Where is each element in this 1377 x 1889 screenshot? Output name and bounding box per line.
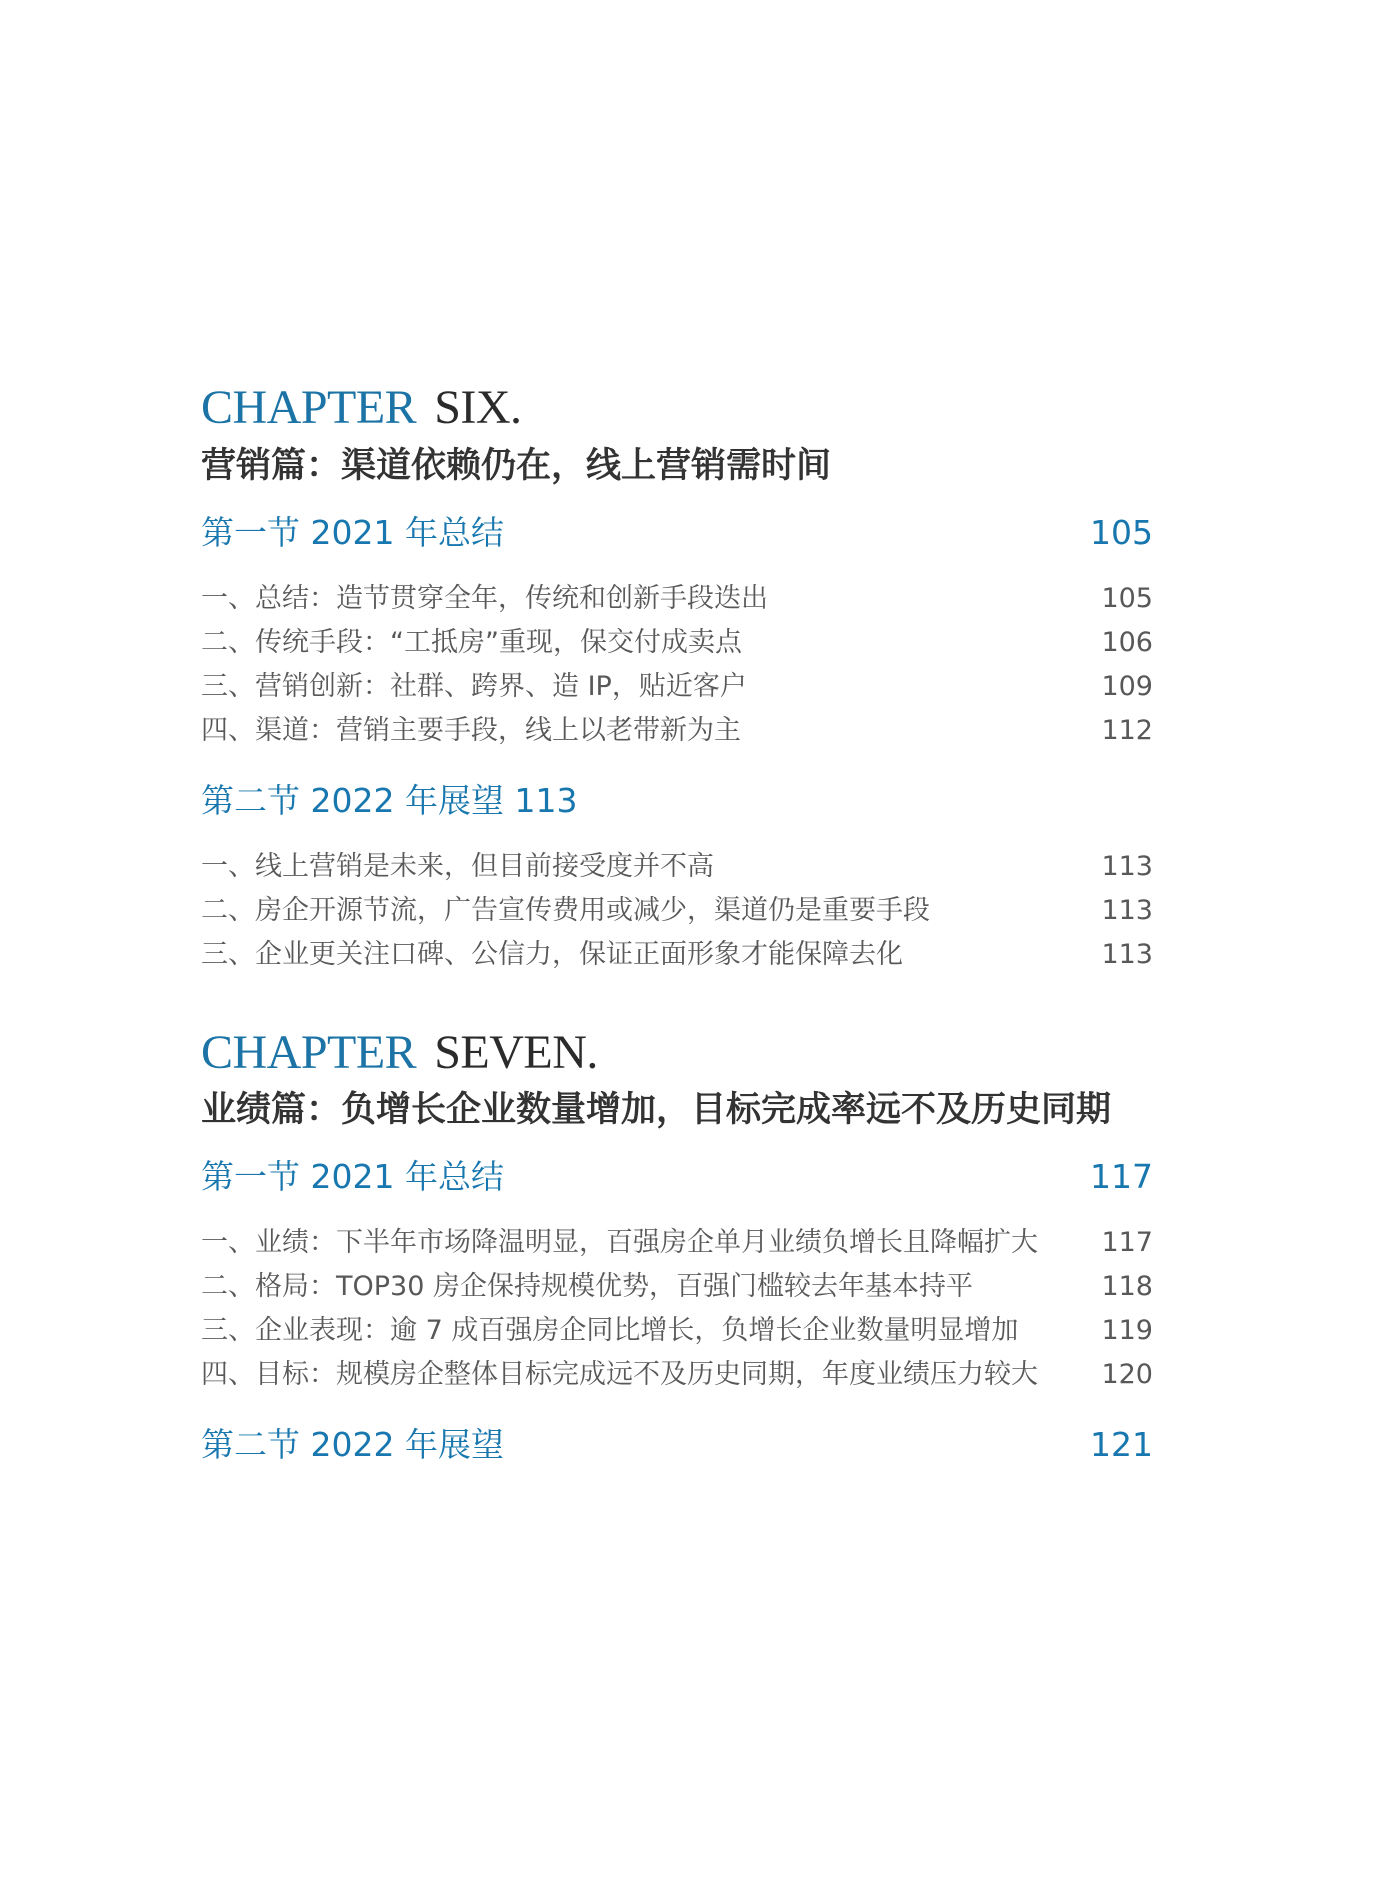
section-heading xyxy=(201,508,1153,558)
chapter-heading xyxy=(201,1023,1153,1083)
toc-entry-page: 106 xyxy=(1101,627,1153,658)
chapter-title xyxy=(201,1085,1153,1135)
toc-entry-text: 三、营销创新：社群、跨界、造 IP，贴近客户 xyxy=(201,671,747,702)
section-title: 第二节 2022 年展望 xyxy=(201,1425,504,1464)
toc-entry xyxy=(201,889,1153,933)
section-heading xyxy=(201,1420,1153,1470)
toc-entry-page: 112 xyxy=(1101,715,1153,746)
section-page: 117 xyxy=(1090,1157,1153,1196)
toc-entry xyxy=(201,933,1153,977)
section-title: 第一节 2021 年总结 xyxy=(201,1157,504,1196)
toc-entry xyxy=(201,621,1153,665)
section-heading xyxy=(201,776,1153,826)
toc-entry-page: 118 xyxy=(1101,1271,1153,1302)
toc-entry-page: 113 xyxy=(1101,851,1153,882)
toc-entry-text: 二、房企开源节流，广告宣传费用或减少，渠道仍是重要手段 xyxy=(201,895,930,926)
section-page: 121 xyxy=(1090,1425,1153,1464)
chapter-label: CHAPTER xyxy=(201,1026,417,1079)
toc-entry-page: 113 xyxy=(1101,939,1153,970)
chapter-label: CHAPTER xyxy=(201,381,417,434)
chapter-title-text: 营销篇：渠道依赖仍在，线上营销需时间 xyxy=(201,446,832,486)
toc-entry xyxy=(201,845,1153,889)
section-title: 第一节 2021 年总结 xyxy=(201,513,504,552)
toc-entry xyxy=(201,1221,1153,1265)
toc-entry xyxy=(201,1265,1153,1309)
toc-entry-page: 105 xyxy=(1101,583,1153,614)
section-heading xyxy=(201,1152,1153,1202)
toc-entry-text: 三、企业更关注口碑、公信力，保证正面形象才能保障去化 xyxy=(201,939,903,970)
toc-entry-page: 117 xyxy=(1101,1227,1153,1258)
toc-entry-page: 119 xyxy=(1101,1315,1153,1346)
toc-entry-text: 一、总结：造节贯穿全年，传统和创新手段迭出 xyxy=(201,583,768,614)
toc-entry-text: 四、渠道：营销主要手段，线上以老带新为主 xyxy=(201,715,741,746)
section-title: 第二节 2022 年展望 113 xyxy=(201,781,578,820)
chapter-title xyxy=(201,441,1153,491)
chapter-heading xyxy=(201,378,1153,438)
toc-entry-text: 三、企业表现：逾 7 成百强房企同比增长，负增长企业数量明显增加 xyxy=(201,1315,1019,1346)
toc-entry-page: 113 xyxy=(1101,895,1153,926)
chapter-number: SEVEN. xyxy=(434,1026,598,1079)
toc-entry xyxy=(201,1309,1153,1353)
toc-entry-text: 四、目标：规模房企整体目标完成远不及历史同期，年度业绩压力较大 xyxy=(201,1359,1038,1390)
toc-entry xyxy=(201,577,1153,621)
chapter-title-text: 业绩篇：负增长企业数量增加，目标完成率远不及历史同期 xyxy=(201,1090,1112,1130)
toc-entry-text: 二、格局：TOP30 房企保持规模优势，百强门槛较去年基本持平 xyxy=(201,1271,973,1302)
toc-entry-page: 109 xyxy=(1101,671,1153,702)
toc-entry xyxy=(201,709,1153,753)
chapter-number: SIX. xyxy=(434,381,522,434)
section-page: 105 xyxy=(1090,513,1153,552)
toc-entry-text: 一、线上营销是未来，但目前接受度并不高 xyxy=(201,851,714,882)
toc-entry xyxy=(201,1353,1153,1397)
toc-entry-text: 一、业绩：下半年市场降温明显，百强房企单月业绩负增长且降幅扩大 xyxy=(201,1227,1038,1258)
toc-entry xyxy=(201,665,1153,709)
toc-entry-text: 二、传统手段：“工抵房”重现，保交付成卖点 xyxy=(201,627,742,658)
toc-entry-page: 120 xyxy=(1101,1359,1153,1390)
